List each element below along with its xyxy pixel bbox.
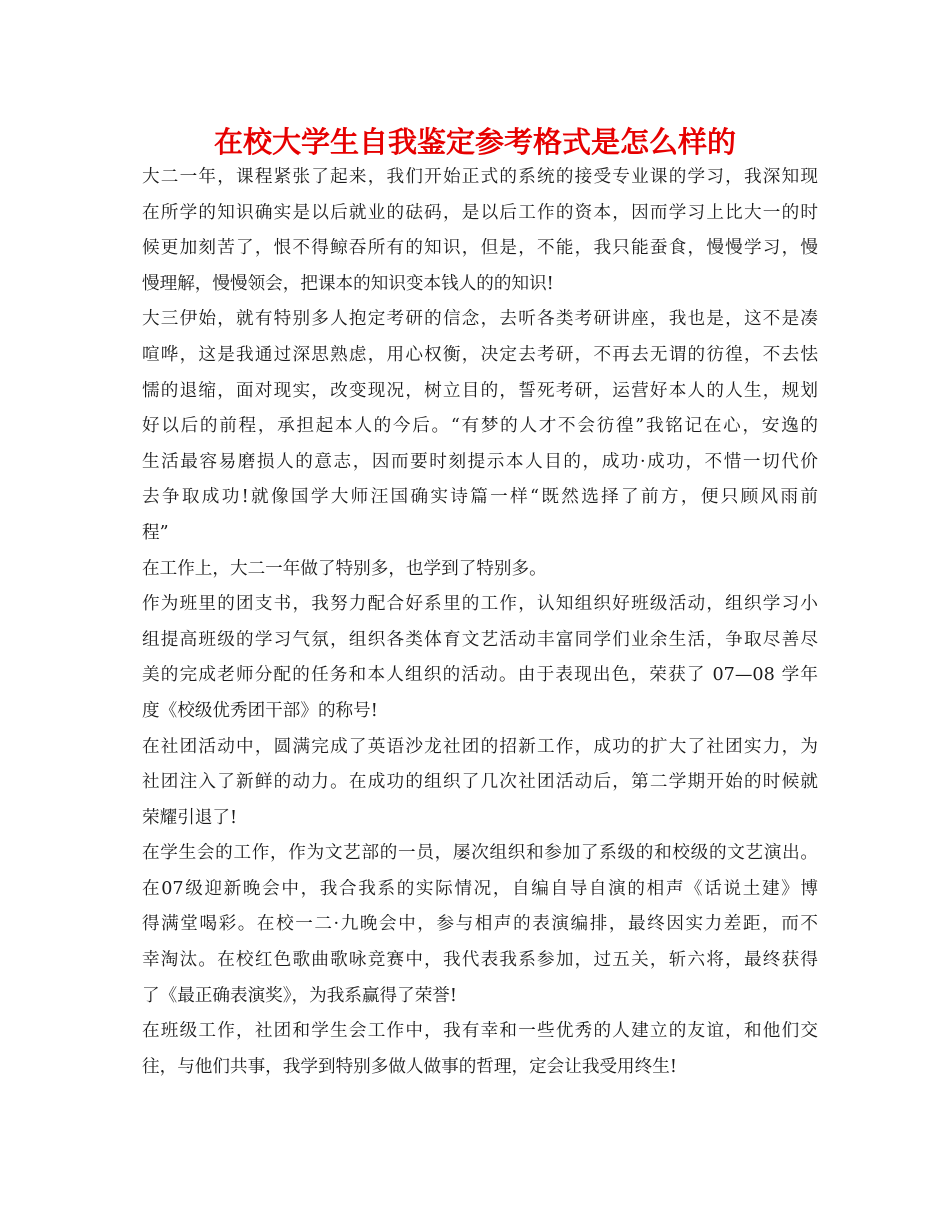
paragraph-line: 好以后的前程，承担起本人的今后。“有梦的人才不会彷徨”我铭记在心，安逸的 bbox=[142, 416, 818, 437]
paragraph-line: 了《最正确表演奖》，为我系赢得了荣誉! bbox=[142, 985, 457, 1006]
paragraph bbox=[142, 730, 818, 837]
paragraph-line: 得满堂喝彩。在校一二·九晚会中，参与相声的表演编排，最终因实力差距，而不 bbox=[142, 914, 818, 935]
paragraph-line: 在社团活动中，圆满完成了英语沙龙社团的招新工作，成功的扩大了社团实力，为 bbox=[142, 736, 818, 757]
paragraph-line: 度《校级优秀团干部》的称号! bbox=[142, 700, 378, 721]
paragraph bbox=[142, 552, 818, 588]
paragraph bbox=[142, 587, 818, 729]
paragraph-line: 在07级迎新晚会中，我合我系的实际情况，自编自导自演的相声《话说土建》博 bbox=[142, 878, 818, 899]
paragraph-line: 候更加刻苦了，恨不得鲸吞所有的知识，但是，不能，我只能蚕食，慢慢学习，慢 bbox=[142, 238, 818, 259]
paragraph-line: 荣耀引退了! bbox=[142, 807, 238, 828]
paragraph-line: 在学生会的工作，作为文艺部的一员，屡次组织和参加了系级的和校级的文艺演出。 bbox=[142, 843, 818, 864]
paragraph bbox=[142, 1014, 818, 1085]
paragraph-line: 在工作上，大二一年做了特别多，也学到了特别多。 bbox=[142, 558, 547, 579]
paragraph bbox=[142, 160, 818, 302]
paragraph-line: 喧哗，这是我通过深思熟虑，用心权衡，决定去考研，不再去无谓的彷徨，不去怯 bbox=[142, 344, 818, 365]
paragraph bbox=[142, 302, 818, 551]
paragraph-line: 幸淘汰。在校红色歌曲歌咏竞赛中，我代表我系参加，过五关，斩六将，最终获得 bbox=[142, 950, 818, 971]
document-body bbox=[142, 160, 818, 1085]
paragraph bbox=[142, 836, 818, 1014]
paragraph-line: 在班级工作，社团和学生会工作中，我有幸和一些优秀的人建立的友谊，和他们交 bbox=[142, 1021, 818, 1042]
paragraph-line: 大二一年，课程紧张了起来，我们开始正式的系统的接受专业课的学习，我深知现 bbox=[142, 167, 818, 187]
paragraph-line: 去争取成功!就像国学大师汪国确实诗篇一样“既然选择了前方，便只顾风雨前 bbox=[142, 487, 818, 508]
paragraph-line: 在所学的知识确实是以后就业的砝码，是以后工作的资本，因而学习上比大一的时 bbox=[142, 202, 818, 223]
paragraph-line: 社团注入了新鲜的动力。在成功的组织了几次社团活动后，第二学期开始的时候就 bbox=[142, 772, 818, 793]
paragraph-line: 程” bbox=[142, 522, 169, 543]
paragraph-line: 往，与他们共事，我学到特别多做人做事的哲理，定会让我受用终生! bbox=[142, 1056, 677, 1077]
paragraph-line: 大三伊始，就有特别多人抱定考研的信念，去听各类考研讲座，我也是，这不是凑 bbox=[142, 309, 818, 330]
paragraph-line: 组提高班级的学习气氛，组织各类体育文艺活动丰富同学们业余生活，争取尽善尽 bbox=[142, 629, 818, 650]
paragraph-line: 慢理解，慢慢领会，把课本的知识变本钱人的的知识! bbox=[142, 273, 554, 294]
paragraph-line: 懦的退缩，面对现实，改变现况，树立目的，誓死考研，运营好本人的人生，规划 bbox=[142, 380, 818, 401]
document-title: 在校大学生自我鉴定参考格式是怎么样的 bbox=[213, 125, 736, 159]
paragraph-line: 生活最容易磨损人的意志，因而要时刻提示本人目的，成功·成功，不惜一切代价 bbox=[142, 451, 818, 472]
paragraph-line: 作为班里的团支书，我努力配合好系里的工作，认知组织好班级活动，组织学习小 bbox=[142, 594, 818, 615]
paragraph-line: 美的完成老师分配的任务和本人组织的活动。由于表现出色，荣获了 07—08 学年 bbox=[142, 665, 818, 686]
